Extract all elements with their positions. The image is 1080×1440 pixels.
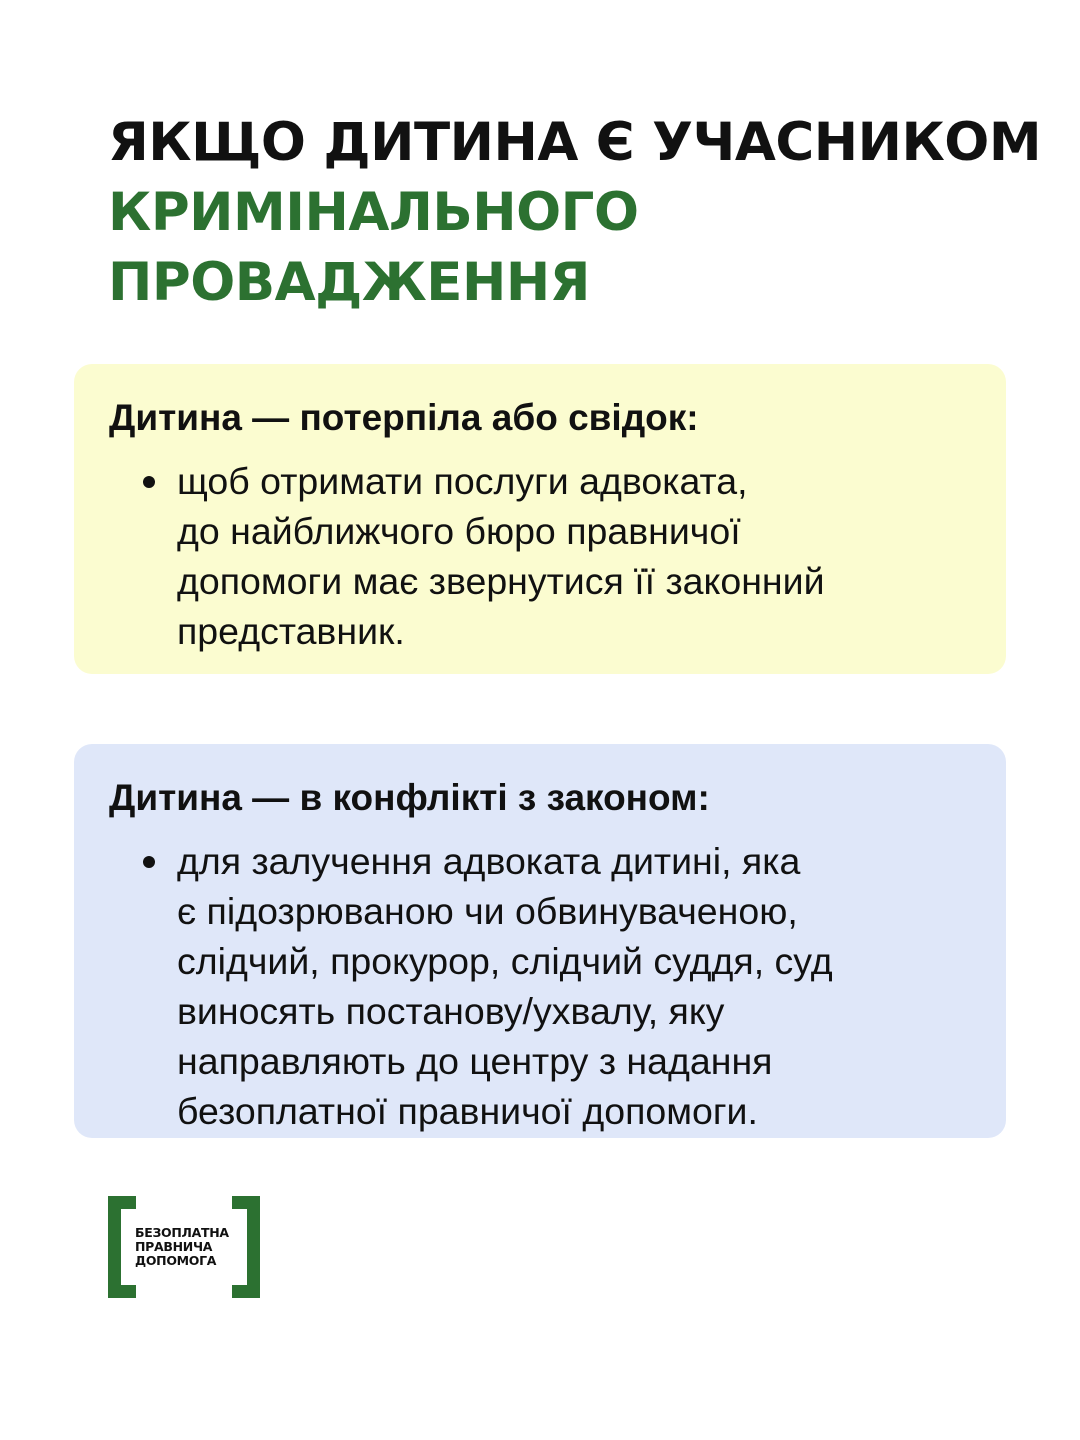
victim-witness-list xyxy=(109,456,966,656)
logo-text-line: ПРАВНИЧА xyxy=(135,1239,213,1254)
list-item-line: направляють до центру з надання xyxy=(177,1040,773,1082)
page-title xyxy=(108,108,1042,318)
list-item-line: допомоги має звернутися її законний xyxy=(177,560,825,602)
bracket-left-icon xyxy=(108,1196,136,1298)
list-item-line: виносять постанову/ухвалу, яку xyxy=(177,990,725,1032)
list-item-line: до найближчого бюро правничої xyxy=(177,510,741,552)
title-line-3: ПРОВАДЖЕННЯ xyxy=(108,252,590,313)
list-item-line: представник. xyxy=(177,610,405,652)
list-item-line: є підозрюваною чи обвинуваченою, xyxy=(177,890,798,932)
bracket-right-icon xyxy=(232,1196,260,1298)
list-item-line: безоплатної правничої допомоги. xyxy=(177,1090,758,1132)
legal-aid-logo xyxy=(108,1196,260,1298)
conflict-with-law-heading: Дитина — в конфлікті з законом: xyxy=(109,777,710,818)
list-item xyxy=(109,456,966,656)
conflict-with-law-card xyxy=(74,744,1006,1138)
title-line-2: КРИМІНАЛЬНОГО xyxy=(108,182,639,243)
list-item-line: щоб отримати послуги адвоката, xyxy=(177,460,748,502)
logo-text-line: БЕЗОПЛАТНА xyxy=(135,1225,229,1240)
list-item-line: слідчий, прокурор, слідчий суддя, суд xyxy=(177,940,833,982)
victim-witness-heading: Дитина — потерпіла або свідок: xyxy=(109,397,699,438)
logo-text-line: ДОПОМОГА xyxy=(135,1253,217,1268)
bullet-icon xyxy=(143,476,155,488)
bullet-icon xyxy=(143,856,155,868)
list-item-line: для залучення адвоката дитині, яка xyxy=(177,840,801,882)
conflict-with-law-list xyxy=(109,836,966,1136)
title-line-1: ЯКЩО ДИТИНА Є УЧАСНИКОМ xyxy=(108,112,1042,173)
list-item xyxy=(109,836,966,1136)
logo-text xyxy=(135,1226,229,1268)
victim-witness-card xyxy=(74,364,1006,674)
